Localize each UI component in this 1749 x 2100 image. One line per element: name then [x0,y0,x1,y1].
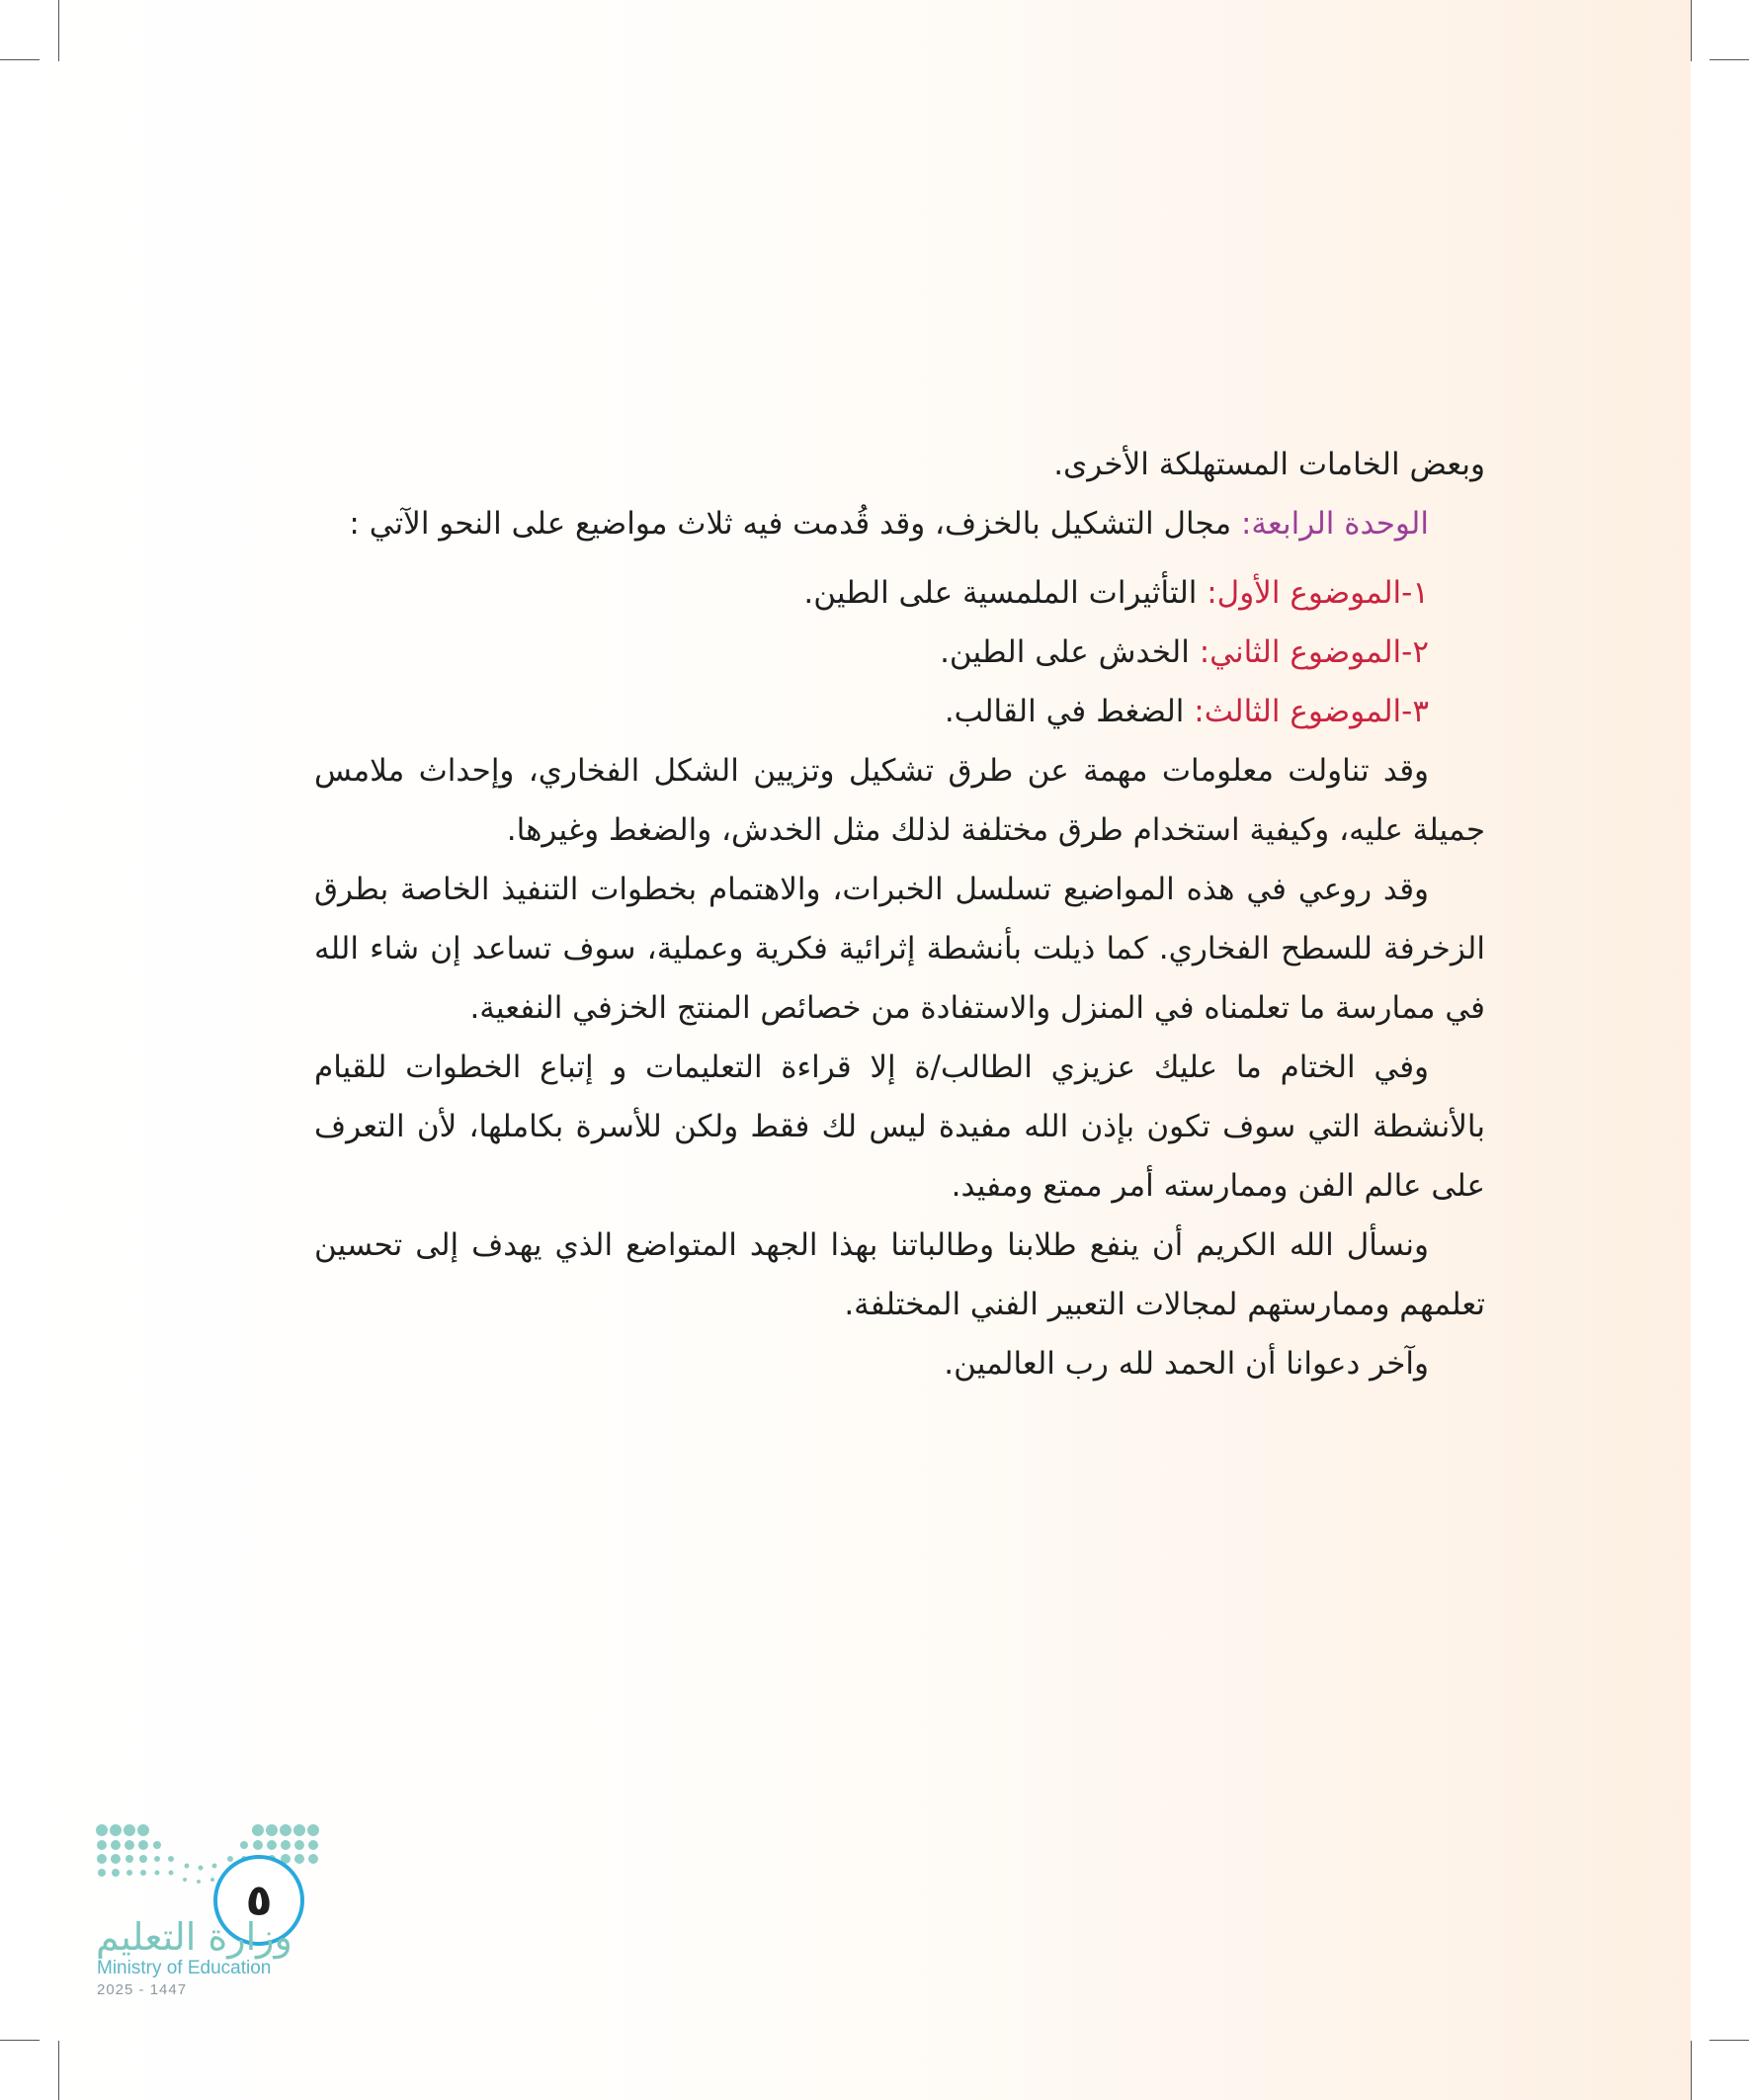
unit-label: الوحدة الرابعة: [1240,506,1429,542]
crop-mark-top-left-v [58,0,59,61]
crop-mark-bottom-left-v [58,2041,59,2100]
topic-item [314,563,1429,623]
ministry-logo-year: 2025 - 1447 [97,1981,188,1998]
paragraph: وفي الختام ما عليك عزيزي الطالب/ة إلا قراءة التعليمات و إتباع الخطوات للقيام بالأنشطة التي سوف تكون بإذن الله مفيدة ليس لك فقط ولكن للأسرة بكاملها، لأن التعرف على عالم الفن وممارسته أمر ممتع ومفيد. [314,1050,1485,1204]
paragraph: ونسأل الله الكريم أن ينفع طلابنا وطالباتنا بهذا الجهد المتواضع الذي يهدف إلى تحسين تعلمهم وممارستهم لمجالات التعبير الفني المختلفة. [314,1227,1485,1322]
topic-label: ٢-الموضوع الثاني: [1199,634,1429,670]
paragraph: وقد تناولت معلومات مهمة عن طرق تشكيل وتزيين الشكل الفخاري، وإحداث ملامس جميلة عليه، وكيفية استخدام طرق مختلفة لذلك مثل الخدش، والضغط وغيرها. [314,753,1485,848]
unit-line [314,494,1485,553]
crop-mark-top-left-h [0,59,40,60]
topic-item [314,682,1429,741]
intro-line: وبعض الخامات المستهلكة الأخرى. [1053,447,1485,482]
topic-label: ٣-الموضوع الثالث: [1194,694,1429,729]
page-number-badge: ٥ [213,1855,304,1946]
ministry-logo-arabic: وزارة التعليم [96,1915,292,1959]
topic-text: الضغط في القالب. [944,694,1195,729]
topic-text: التأثيرات الملمسية على الطين. [803,575,1208,611]
page-body [314,435,1485,1393]
topic-label: ١-الموضوع الأول: [1207,575,1429,611]
page-margin-strip [1691,0,1749,2100]
topic-text: الخدش على الطين. [940,634,1200,670]
crop-mark-bottom-right-v [1691,2041,1692,2100]
paragraph: وقد روعي في هذه المواضيع تسلسل الخبرات، والاهتمام بخطوات التنفيذ الخاصة بطرق الزخرفة للسطح الفخاري. كما ذيلت بأنشطة إثرائية فكرية وعملية، سوف تساعد إن شاء الله في ممارسة ما تعلمناه في المنزل والاستفادة من خصائص المنتج الخزفي النفعية. [314,872,1485,1026]
unit-text: مجال التشكيل بالخزف، وقد قُدمت فيه ثلاث مواضيع على النحو الآتي : [349,506,1241,542]
topic-item [314,623,1429,682]
crop-mark-top-right-h [1709,59,1749,60]
crop-mark-bottom-left-h [0,2040,40,2041]
crop-mark-bottom-right-h [1709,2040,1749,2041]
closing-line: وآخر دعوانا أن الحمد لله رب العالمين. [944,1346,1429,1382]
crop-mark-top-right-v [1691,0,1692,61]
ministry-logo-english: Ministry of Education [97,1958,272,1978]
